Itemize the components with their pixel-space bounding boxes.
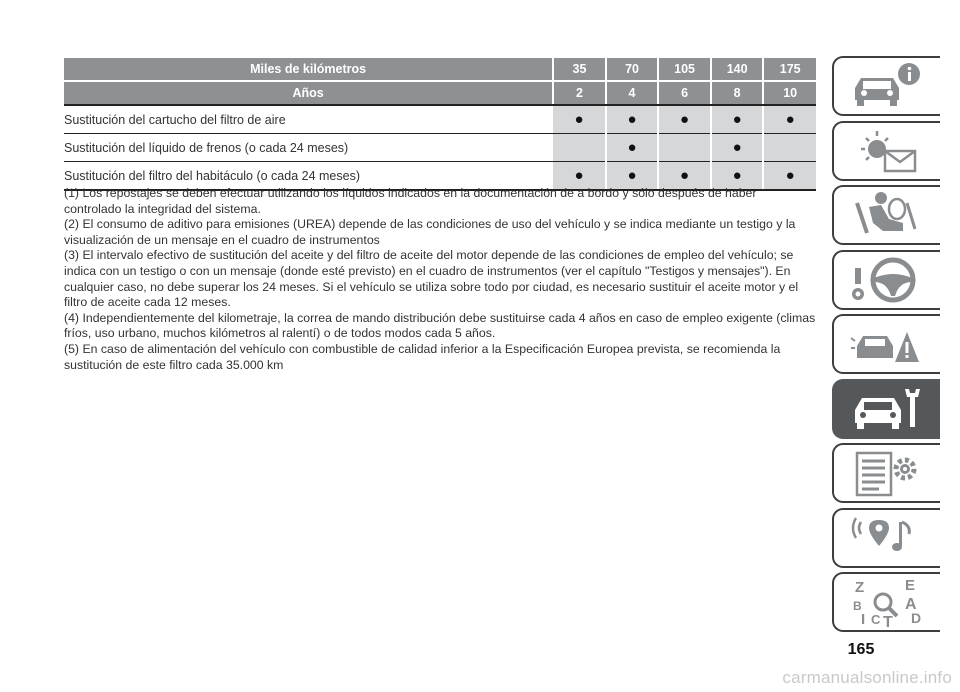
service-mark: ● bbox=[553, 105, 606, 134]
page-number: 165 bbox=[847, 641, 875, 658]
service-mark: ● bbox=[553, 162, 606, 191]
chapter-tab-multimedia[interactable] bbox=[832, 508, 940, 568]
index-letter: E bbox=[905, 577, 916, 594]
service-mark: ● bbox=[711, 105, 764, 134]
service-mark: ● bbox=[606, 134, 659, 162]
service-mark: ● bbox=[763, 105, 816, 134]
header-year-value: 10 bbox=[763, 81, 816, 105]
chapter-tab-index[interactable] bbox=[832, 572, 940, 632]
service-mark: ● bbox=[763, 162, 816, 191]
header-km-value: 70 bbox=[606, 58, 659, 81]
index-letter: T bbox=[883, 614, 893, 628]
spec-list-gear-icon bbox=[847, 447, 927, 499]
chapter-tab-technical-data[interactable] bbox=[832, 443, 940, 503]
index-letter: B bbox=[853, 599, 862, 613]
seat-airbag-icon bbox=[847, 189, 927, 241]
footnotes bbox=[64, 186, 816, 373]
service-mark bbox=[658, 134, 711, 162]
service-mark: ● bbox=[658, 105, 711, 134]
alphabetical-index-icon bbox=[847, 576, 927, 628]
chapter-tab-car-info[interactable] bbox=[832, 56, 940, 116]
footnote: (2) El consumo de aditivo para emisiones (UREA) depende de las condiciones de uso del vehículo y se indica mediante un testigo y la visualización de un mensaje en el cuadro de instrumentos bbox=[64, 217, 796, 247]
chapter-tabs bbox=[832, 56, 940, 637]
index-letter: I bbox=[861, 611, 866, 628]
index-letter: C bbox=[871, 612, 881, 627]
service-mark: ● bbox=[606, 105, 659, 134]
service-mark: ● bbox=[658, 162, 711, 191]
index-letter: D bbox=[911, 610, 922, 626]
maintenance-table bbox=[64, 58, 816, 191]
footnote: (3) El intervalo efectivo de sustitución del aceite y del filtro de aceite del motor depende de las condiciones de empleo del vehículo; se indica con un testigo o con un mensaje (donde esté previsto) en el cuadro de instrumentos (ver el capítulo "Testigos y mensajes"). En cualquier caso, no debe superar los 24 meses. Si el vehículo se utiliza sobre todo por ciudad, es necesario sustituir el aceite motor y el filtro de aceite cada 12 meses. bbox=[64, 248, 799, 310]
chapter-tab-safety[interactable] bbox=[832, 185, 940, 245]
header-year-value: 8 bbox=[711, 81, 764, 105]
footnote: (1) Los repostajes se deben efectuar utilizando los líquidos indicados en la documentación de a bordo y sólo después de haber controlado la integridad del sistema. bbox=[64, 186, 757, 216]
service-mark bbox=[553, 134, 606, 162]
warning-light-message-icon bbox=[847, 125, 927, 177]
header-km-value: 105 bbox=[658, 58, 711, 81]
car-accident-icon bbox=[847, 318, 927, 370]
chapter-tab-starting-driving[interactable] bbox=[832, 250, 940, 310]
header-km-value: 175 bbox=[763, 58, 816, 81]
header-row-kilometers bbox=[64, 58, 816, 81]
header-km-value: 140 bbox=[711, 58, 764, 81]
table-row bbox=[64, 105, 816, 134]
header-row-years bbox=[64, 81, 816, 105]
car-wrench-icon bbox=[847, 383, 927, 435]
index-letter: A bbox=[905, 596, 917, 613]
header-label-kilometers: Miles de kilómetros bbox=[64, 58, 553, 81]
car-info-icon bbox=[847, 60, 927, 112]
header-km-value: 35 bbox=[553, 58, 606, 81]
header-year-value: 6 bbox=[658, 81, 711, 105]
chapter-tab-warning-lights[interactable] bbox=[832, 121, 940, 181]
service-mark: ● bbox=[711, 134, 764, 162]
service-mark bbox=[763, 134, 816, 162]
footnote: (4) Independientemente del kilometraje, la correa de mando distribución debe sustituirse cada 4 años en caso de empleo exigente (climas fríos, uso urbano, muchos kilómetros al ralentí) o de todos modos cada 5 años. bbox=[64, 310, 816, 341]
steering-wheel-key-icon bbox=[847, 254, 927, 306]
operation-label: Sustitución del cartucho del filtro de aire bbox=[64, 105, 553, 134]
table-row bbox=[64, 134, 816, 162]
service-mark: ● bbox=[606, 162, 659, 191]
watermark: carmanualsonline.info bbox=[782, 668, 952, 687]
header-year-value: 4 bbox=[606, 81, 659, 105]
multimedia-note-icon bbox=[847, 512, 927, 564]
operation-label: Sustitución del líquido de frenos (o cada 24 meses) bbox=[64, 134, 553, 162]
header-label-years: Años bbox=[64, 81, 553, 105]
operation-label: Sustitución del filtro del habitáculo (o cada 24 meses) bbox=[64, 162, 553, 191]
footnote: (5) En caso de alimentación del vehículo con combustible de calidad inferior a la Especificación Europea prevista, se recomienda la sustitución de este filtro cada 35.000 km bbox=[64, 341, 781, 372]
chapter-tab-emergency[interactable] bbox=[832, 314, 940, 374]
service-mark: ● bbox=[711, 162, 764, 191]
header-year-value: 2 bbox=[553, 81, 606, 105]
index-letter: Z bbox=[855, 579, 865, 596]
chapter-tab-maintenance[interactable] bbox=[832, 379, 940, 439]
